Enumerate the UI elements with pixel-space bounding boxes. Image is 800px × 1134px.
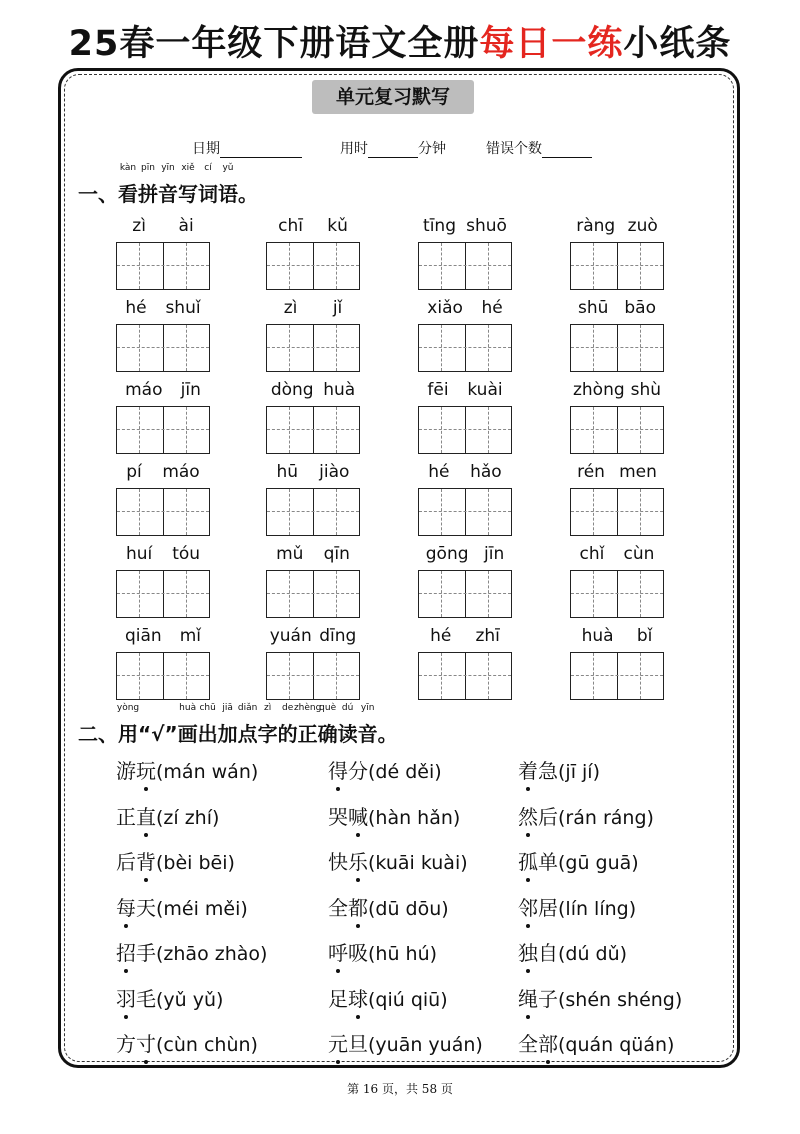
pinyin-syllable: máo bbox=[125, 380, 163, 400]
heading-char bbox=[357, 703, 378, 747]
pinyin-prompt bbox=[116, 214, 210, 238]
time-label: 用时 bbox=[340, 141, 368, 157]
heading-pinyin: zhèng bbox=[293, 703, 322, 713]
word-char: 自 bbox=[538, 941, 558, 965]
pinyin-prompt bbox=[418, 378, 512, 402]
pinyin-syllable: hǎo bbox=[470, 462, 502, 482]
pinyin-writing-cell bbox=[570, 542, 664, 618]
heading-char-text: 加 bbox=[217, 722, 238, 746]
reading-options[interactable]: (lín líng) bbox=[558, 897, 637, 920]
heading-char bbox=[257, 703, 278, 747]
pronunciation-item[interactable] bbox=[328, 755, 442, 784]
pronunciation-item[interactable] bbox=[518, 983, 682, 1012]
pinyin-prompt bbox=[570, 296, 664, 320]
dotted-char: 孤 bbox=[518, 846, 538, 875]
errors-field[interactable] bbox=[486, 138, 592, 158]
section-number: 二、 bbox=[78, 722, 118, 746]
word-char: 吸 bbox=[348, 941, 368, 965]
word-char: 居 bbox=[538, 895, 558, 920]
pinyin-syllable: shù bbox=[630, 380, 661, 400]
pronunciation-item[interactable] bbox=[116, 846, 235, 875]
pinyin-prompt bbox=[570, 624, 664, 648]
tianzige-grid[interactable] bbox=[418, 570, 512, 618]
heading-pinyin: diǎn bbox=[237, 703, 258, 713]
heading-char-text: 正 bbox=[297, 722, 318, 746]
pinyin-syllable: zì bbox=[132, 216, 146, 236]
pinyin-syllable: tīng bbox=[423, 216, 457, 236]
tianzige-grid[interactable] bbox=[266, 570, 360, 618]
word-char: 急 bbox=[538, 759, 558, 783]
title-tail: 小纸条 bbox=[623, 24, 732, 64]
time-blank[interactable] bbox=[368, 143, 418, 158]
tianzige-grid[interactable] bbox=[570, 488, 664, 536]
tianzige-grid[interactable] bbox=[418, 406, 512, 454]
heading-pinyin: yǔ bbox=[222, 163, 234, 173]
pinyin-writing-cell bbox=[418, 624, 512, 700]
dotted-char: 呼 bbox=[328, 937, 348, 966]
heading-char bbox=[317, 703, 338, 747]
pinyin-prompt bbox=[570, 460, 664, 484]
dotted-char: 绳 bbox=[518, 983, 538, 1012]
pinyin-writing-cell bbox=[266, 460, 360, 536]
pinyin-syllable: bāo bbox=[624, 298, 656, 318]
word-char: 快 bbox=[328, 850, 348, 874]
reading-options[interactable]: (hū hú) bbox=[368, 943, 438, 965]
pinyin-prompt bbox=[266, 214, 360, 238]
pronunciation-item[interactable] bbox=[518, 755, 600, 784]
pinyin-prompt bbox=[570, 378, 664, 402]
pronunciation-item[interactable] bbox=[328, 937, 437, 966]
reading-options[interactable]: (rán ráng) bbox=[558, 806, 654, 829]
tianzige-grid[interactable] bbox=[570, 652, 664, 700]
dotted-char: 得 bbox=[328, 755, 348, 784]
reading-options[interactable]: (méi měi) bbox=[156, 897, 248, 920]
pinyin-writing-cell bbox=[418, 460, 512, 536]
pinyin-writing-cell bbox=[570, 296, 664, 372]
pronunciation-item[interactable] bbox=[328, 892, 449, 921]
pinyin-syllable: kuài bbox=[467, 380, 503, 400]
pronunciation-item[interactable] bbox=[116, 983, 223, 1012]
section-2-heading bbox=[78, 703, 398, 747]
pinyin-syllable: fēi bbox=[427, 380, 449, 400]
reading-options[interactable]: (jī jí) bbox=[558, 761, 600, 783]
heading-pinyin: jiā bbox=[222, 703, 233, 713]
date-label: 日期 bbox=[192, 141, 220, 157]
pinyin-writing-cell bbox=[418, 214, 512, 290]
pinyin-prompt bbox=[266, 624, 360, 648]
tianzige-grid[interactable] bbox=[570, 570, 664, 618]
title-main: 25春一年级下册语文全册 bbox=[68, 24, 480, 64]
pinyin-syllable: cùn bbox=[623, 544, 655, 564]
pinyin-syllable: qiān bbox=[124, 626, 162, 646]
heading-char bbox=[178, 163, 198, 207]
pinyin-syllable: dīng bbox=[319, 626, 357, 646]
pinyin-prompt bbox=[266, 296, 360, 320]
unit-banner: 单元复习默写 bbox=[312, 80, 474, 114]
heading-char-text: 看 bbox=[118, 182, 138, 206]
pinyin-syllable: hé bbox=[428, 462, 450, 482]
heading-char-text: 词 bbox=[198, 182, 218, 206]
pinyin-syllable: shuō bbox=[466, 216, 507, 236]
pinyin-syllable: rén bbox=[577, 462, 605, 482]
heading-char-text: “√” bbox=[138, 722, 178, 746]
pinyin-prompt bbox=[418, 542, 512, 566]
pronunciation-item[interactable] bbox=[518, 937, 627, 966]
heading-pinyin: zì bbox=[264, 703, 272, 713]
heading-char bbox=[337, 703, 358, 747]
heading-pinyin: yīn bbox=[360, 703, 375, 713]
reading-options[interactable]: (dú dǔ) bbox=[558, 943, 628, 965]
pinyin-syllable: hé bbox=[430, 626, 452, 646]
tianzige-grid[interactable] bbox=[266, 406, 360, 454]
heading-char bbox=[138, 163, 158, 207]
pinyin-syllable: zuò bbox=[627, 216, 658, 236]
pinyin-syllable: qīn bbox=[323, 544, 350, 564]
pinyin-syllable: huí bbox=[125, 544, 153, 564]
heading-char-text: 点 bbox=[237, 722, 258, 746]
heading-char-text: 语 bbox=[218, 182, 238, 206]
title-highlight: 每日一练 bbox=[479, 24, 624, 64]
pronunciation-item[interactable] bbox=[116, 801, 219, 830]
heading-char-text: 确 bbox=[317, 722, 338, 746]
tianzige-grid[interactable] bbox=[570, 242, 664, 290]
pinyin-syllable: huà bbox=[323, 380, 356, 400]
heading-pinyin: pīn bbox=[141, 163, 155, 173]
heading-char-text: 。 bbox=[238, 182, 258, 206]
errors-label: 错误个数 bbox=[486, 141, 542, 157]
dotted-char: 都 bbox=[348, 892, 368, 921]
dotted-char: 背 bbox=[136, 846, 156, 875]
tianzige-grid[interactable] bbox=[116, 488, 210, 536]
dotted-char: 玩 bbox=[136, 755, 156, 784]
reading-options[interactable]: (cùn chùn) bbox=[156, 1034, 258, 1056]
word-char: 天 bbox=[136, 895, 156, 920]
reading-options[interactable]: (dū dōu) bbox=[368, 897, 449, 920]
pinyin-syllable: mǔ bbox=[276, 544, 304, 564]
pinyin-syllable: kǔ bbox=[327, 216, 348, 236]
tianzige-grid[interactable] bbox=[418, 652, 512, 700]
pinyin-writing-cell bbox=[418, 378, 512, 454]
heading-char bbox=[118, 163, 138, 207]
pinyin-writing-cell bbox=[116, 460, 210, 536]
tianzige-grid[interactable] bbox=[418, 242, 512, 290]
heading-char bbox=[138, 722, 178, 746]
reading-options[interactable]: (bèi bēi) bbox=[156, 852, 235, 874]
dotted-char: 元 bbox=[328, 1028, 348, 1057]
reading-options[interactable]: (qiú qiū) bbox=[368, 988, 448, 1011]
dotted-char: 独 bbox=[518, 937, 538, 966]
heading-pinyin: dú bbox=[341, 703, 354, 713]
word-char: 全 bbox=[328, 895, 348, 920]
tianzige-grid[interactable] bbox=[116, 652, 210, 700]
dotted-char: 招 bbox=[116, 937, 136, 966]
heading-char-text: 拼 bbox=[138, 182, 158, 206]
pinyin-prompt bbox=[116, 542, 210, 566]
pinyin-writing-cell bbox=[266, 214, 360, 290]
reading-options[interactable]: (zí zhí) bbox=[156, 806, 220, 829]
pinyin-writing-cell bbox=[570, 214, 664, 290]
tianzige-grid[interactable] bbox=[116, 242, 210, 290]
dotted-char: 着 bbox=[518, 755, 538, 784]
pinyin-prompt bbox=[116, 460, 210, 484]
heading-char-text: 字 bbox=[257, 722, 278, 746]
pinyin-writing-cell bbox=[570, 624, 664, 700]
date-blank[interactable] bbox=[220, 143, 302, 158]
time-field[interactable] bbox=[340, 138, 446, 158]
heading-char-text: 音 bbox=[158, 182, 178, 206]
section-number: 一、 bbox=[78, 182, 118, 206]
word-char: 方 bbox=[116, 1032, 136, 1056]
pinyin-syllable: pí bbox=[126, 462, 142, 482]
heading-char-text: 出 bbox=[197, 722, 218, 746]
pinyin-syllable: máo bbox=[162, 462, 200, 482]
heading-pinyin: què bbox=[319, 703, 337, 713]
pinyin-syllable: ràng bbox=[576, 216, 616, 236]
word-char: 后 bbox=[538, 804, 558, 829]
heading-char bbox=[238, 178, 258, 207]
heading-char bbox=[378, 718, 398, 747]
heading-pinyin: huà bbox=[179, 703, 197, 713]
pinyin-syllable: shū bbox=[577, 298, 609, 318]
pronunciation-item[interactable] bbox=[328, 801, 460, 830]
tianzige-grid[interactable] bbox=[266, 242, 360, 290]
pinyin-writing-cell bbox=[418, 296, 512, 372]
section-1-heading bbox=[78, 163, 258, 207]
pinyin-writing-cell bbox=[570, 378, 664, 454]
pinyin-writing-cell bbox=[266, 378, 360, 454]
pinyin-prompt bbox=[418, 460, 512, 484]
pinyin-syllable: zhòng bbox=[572, 380, 625, 400]
pinyin-prompt bbox=[266, 542, 360, 566]
pronunciation-item[interactable] bbox=[518, 892, 636, 921]
pronunciation-item[interactable] bbox=[328, 983, 448, 1012]
pronunciation-item[interactable] bbox=[116, 755, 258, 784]
pinyin-prompt bbox=[418, 624, 512, 648]
heading-char bbox=[198, 163, 218, 207]
word-char: 旦 bbox=[348, 1032, 368, 1056]
pinyin-syllable: chǐ bbox=[579, 544, 605, 564]
tianzige-grid[interactable] bbox=[570, 324, 664, 372]
tianzige-grid[interactable] bbox=[418, 488, 512, 536]
heading-pinyin: xiě bbox=[181, 163, 195, 173]
pinyin-writing-cell bbox=[266, 296, 360, 372]
pronunciation-item[interactable] bbox=[116, 937, 267, 966]
pinyin-syllable: zì bbox=[283, 298, 298, 318]
pinyin-prompt bbox=[116, 624, 210, 648]
dotted-char: 球 bbox=[348, 983, 368, 1012]
date-field[interactable] bbox=[192, 138, 302, 158]
dotted-char: 每 bbox=[116, 892, 136, 921]
pinyin-prompt bbox=[570, 214, 664, 238]
word-char: 足 bbox=[328, 986, 348, 1011]
pinyin-writing-cell bbox=[266, 542, 360, 618]
pinyin-syllable: mǐ bbox=[179, 626, 201, 646]
pinyin-syllable: gōng bbox=[425, 544, 469, 564]
heading-char bbox=[158, 163, 178, 207]
tianzige-grid[interactable] bbox=[266, 652, 360, 700]
dotted-char: 邻 bbox=[518, 892, 538, 921]
tianzige-grid[interactable] bbox=[266, 324, 360, 372]
heading-char-text: 读 bbox=[337, 722, 358, 746]
pronunciation-item[interactable] bbox=[518, 846, 639, 875]
pinyin-writing-cell bbox=[116, 624, 210, 700]
pinyin-syllable: hū bbox=[276, 462, 299, 482]
dotted-char: 羽 bbox=[116, 983, 136, 1012]
pinyin-syllable: jīn bbox=[484, 544, 505, 564]
pinyin-syllable: jiào bbox=[319, 462, 350, 482]
pinyin-syllable: huà bbox=[581, 626, 614, 646]
heading-char bbox=[177, 703, 198, 747]
pinyin-writing-cell bbox=[266, 624, 360, 700]
pinyin-prompt bbox=[418, 296, 512, 320]
pronunciation-item[interactable] bbox=[116, 892, 248, 921]
heading-char bbox=[277, 703, 298, 747]
pinyin-syllable: dòng bbox=[270, 380, 314, 400]
pinyin-prompt bbox=[116, 378, 210, 402]
pinyin-syllable: ài bbox=[178, 216, 194, 236]
dotted-char: 乐 bbox=[348, 846, 368, 875]
pinyin-writing-cell bbox=[570, 460, 664, 536]
reading-options[interactable]: (quán qüán) bbox=[558, 1034, 675, 1056]
dotted-char: 部 bbox=[538, 1028, 558, 1057]
heading-pinyin: cí bbox=[204, 163, 212, 173]
word-char: 哭 bbox=[328, 804, 348, 829]
heading-char bbox=[237, 703, 258, 747]
pinyin-writing-cell bbox=[116, 542, 210, 618]
pinyin-syllable: xiǎo bbox=[427, 298, 463, 318]
pinyin-syllable: zhī bbox=[475, 626, 500, 646]
tianzige-grid[interactable] bbox=[116, 406, 210, 454]
heading-pinyin: de bbox=[282, 703, 294, 713]
tianzige-grid[interactable] bbox=[266, 488, 360, 536]
tianzige-grid[interactable] bbox=[418, 324, 512, 372]
word-char: 后 bbox=[116, 850, 136, 874]
heading-char-text: 写 bbox=[178, 182, 198, 206]
word-char: 全 bbox=[518, 1032, 538, 1056]
word-char: 正 bbox=[116, 804, 136, 829]
pinyin-prompt bbox=[266, 460, 360, 484]
reading-options[interactable]: (mán wán) bbox=[156, 761, 259, 783]
pinyin-syllable: jīn bbox=[180, 380, 201, 400]
word-char: 子 bbox=[538, 986, 558, 1011]
dotted-char: 喊 bbox=[348, 801, 368, 830]
heading-char-text: 音 bbox=[357, 722, 378, 746]
word-char: 单 bbox=[538, 850, 558, 874]
tianzige-grid[interactable] bbox=[570, 406, 664, 454]
reading-options[interactable]: (gū guā) bbox=[558, 852, 639, 874]
pinyin-syllable: tóu bbox=[172, 544, 201, 564]
tianzige-grid[interactable] bbox=[116, 570, 210, 618]
reading-options[interactable]: (yǔ yǔ) bbox=[156, 988, 224, 1011]
heading-char-text: 画 bbox=[177, 722, 198, 746]
reading-options[interactable]: (yuān yuán) bbox=[368, 1034, 483, 1056]
pronunciation-item[interactable] bbox=[518, 1028, 674, 1057]
tianzige-grid[interactable] bbox=[116, 324, 210, 372]
reading-options[interactable]: (hàn hǎn) bbox=[368, 806, 461, 829]
pinyin-writing-cell bbox=[116, 214, 210, 290]
pinyin-prompt bbox=[116, 296, 210, 320]
pinyin-syllable: hé bbox=[481, 298, 503, 318]
pronunciation-item[interactable] bbox=[116, 1028, 258, 1057]
page-title bbox=[0, 20, 800, 68]
pinyin-syllable: yuán bbox=[269, 626, 312, 646]
heading-char-text: 。 bbox=[377, 722, 398, 746]
reading-options[interactable]: (shén shéng) bbox=[558, 988, 683, 1011]
heading-char bbox=[116, 703, 140, 747]
dotted-char: 然 bbox=[518, 801, 538, 830]
page-footer: 第 16 页，共 58 页 bbox=[347, 1082, 453, 1096]
heading-char-text: 的 bbox=[277, 722, 298, 746]
pronunciation-item[interactable] bbox=[328, 1028, 483, 1057]
minutes-label: 分钟 bbox=[418, 141, 446, 157]
pinyin-syllable: men bbox=[619, 462, 657, 482]
word-char: 分 bbox=[348, 759, 368, 783]
pinyin-writing-cell bbox=[116, 378, 210, 454]
heading-char bbox=[217, 703, 238, 747]
reading-options[interactable]: (zhāo zhào) bbox=[156, 943, 268, 965]
reading-options[interactable]: (dé děi) bbox=[368, 761, 442, 783]
dotted-char: 直 bbox=[136, 801, 156, 830]
heading-pinyin: kàn bbox=[119, 163, 137, 173]
pronunciation-item[interactable] bbox=[328, 846, 468, 875]
heading-pinyin: chū bbox=[199, 703, 216, 713]
word-char: 游 bbox=[116, 759, 136, 783]
errors-blank[interactable] bbox=[542, 143, 592, 158]
pinyin-writing-cell bbox=[116, 296, 210, 372]
pinyin-syllable: jǐ bbox=[332, 298, 343, 318]
pinyin-prompt bbox=[570, 542, 664, 566]
word-char: 手 bbox=[136, 941, 156, 965]
pinyin-prompt bbox=[418, 214, 512, 238]
heading-char bbox=[197, 703, 218, 747]
heading-char bbox=[293, 703, 322, 747]
pinyin-syllable: bǐ bbox=[636, 626, 653, 646]
word-char: 毛 bbox=[136, 986, 156, 1011]
pinyin-syllable: hé bbox=[125, 298, 147, 318]
heading-char-text: 用 bbox=[118, 722, 138, 746]
heading-pinyin: yòng bbox=[116, 703, 140, 713]
pinyin-prompt bbox=[266, 378, 360, 402]
reading-options[interactable]: (kuāi kuài) bbox=[368, 852, 468, 874]
pinyin-syllable: shuǐ bbox=[165, 298, 201, 318]
heading-char bbox=[218, 163, 238, 207]
pronunciation-item[interactable] bbox=[518, 801, 654, 830]
dotted-char: 寸 bbox=[136, 1028, 156, 1057]
pinyin-syllable: chī bbox=[278, 216, 303, 236]
pinyin-writing-cell bbox=[418, 542, 512, 618]
heading-pinyin: yīn bbox=[161, 163, 175, 173]
